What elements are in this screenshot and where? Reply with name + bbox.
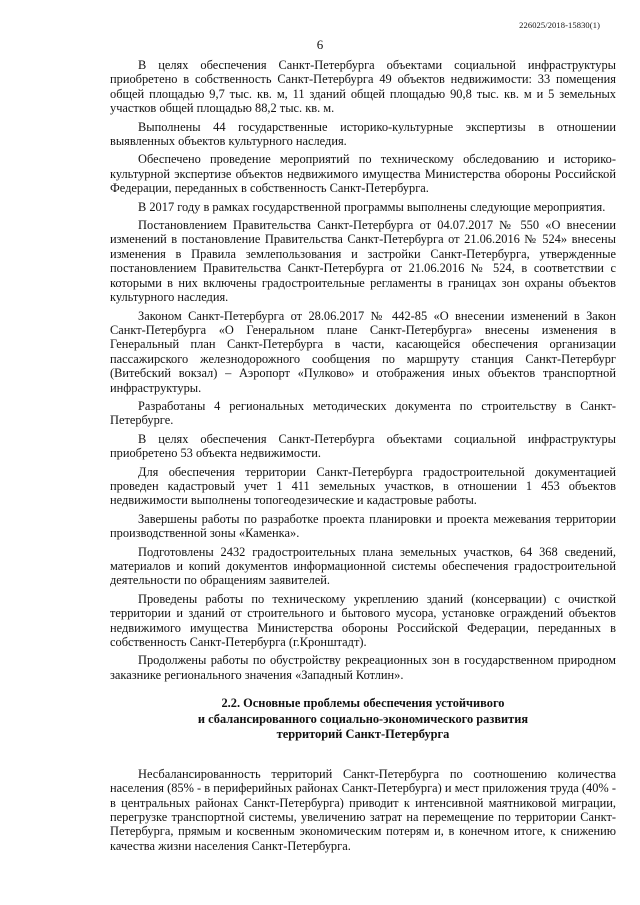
paragraph: Разработаны 4 региональных методических документа по строительству в Санкт-Петербурге. [110,398,616,428]
paragraph: Выполнены 44 государственные историко-культурные экспертизы в отношении выявленных объектов культурного наследия. [110,119,616,149]
section-heading-line: территорий Санкт-Петербурга [276,727,450,742]
section-heading-line: и сбалансированного социально-экономического развития [197,711,529,726]
paragraph: Завершены работы по разработке проекта планировки и проекта межевания территории производственной зоны «Каменка». [110,511,616,541]
section-body [110,767,616,853]
paragraph: Проведены работы по техническому укреплению зданий (консервации) с очисткой территории и зданий от строительного и бытового мусора, установке ограждений объектов недвижимого имущества Министерства обороны Российской Федерации, переданных в собственность Санкт-Петербурга (г.Кронштадт). [110,591,616,650]
section-heading [110,696,616,743]
document-body [110,58,616,857]
paragraph: В 2017 году в рамках государственной программы выполнены следующие мероприятия. [138,199,606,214]
section-heading-line: 2.2. Основные проблемы обеспечения устойчивого [221,696,505,711]
paragraph: Законом Санкт-Петербурга от 28.06.2017 № 442-85 «О внесении изменений в Закон Санкт-Петербурга «О Генеральном плане Санкт-Петербурга» внесены изменения в Генеральный план Санкт-Петербурга в части, касающейся обеспечения организации пассажирского железнодорожного сообщения по маршруту станция Санкт-Петербург (Витебский вокзал) – Аэропорт «Пулково» и отображения иных объектов транспортной инфраструктуры. [110,308,616,395]
paragraph: В целях обеспечения Санкт-Петербурга объектами социальной инфраструктуры приобретено в собственность Санкт-Петербурга 49 объектов недвижимости: 33 помещения общей площадью 9,7 тыс. кв. м, 11 зданий общей площадью 90,8 тыс. кв. м и 5 земельных участков общей площадью 88,2 тыс. кв. м. [110,58,616,116]
paragraph: Для обеспечения территории Санкт-Петербурга градостроительной документацией проведен кадастровый учет 1 411 земельных участков, в отношении 1 453 объектов недвижимости выполнены топогеодезические и кадастровые работы. [110,464,616,508]
paragraph: Постановлением Правительства Санкт-Петербурга от 04.07.2017 № 550 «О внесении изменений в постановление Правительства Санкт-Петербурга от 21.06.2016 № 524» внесены изменения в Правила землепользования и застройки Санкт-Петербурга, утвержденные постановлением Правительства Санкт-Петербурга от 21.06.2016 № 524, в соответствии с которыми в них включены градостроительные регламенты в границах зон охраны объектов культурного наследия. [110,218,616,305]
paragraph: Несбалансированность территорий Санкт-Петербурга по соотношению количества населения (85% - в периферийных районах Санкт-Петербурга) и мест приложения труда (40% - в центральных районах Санкт-Петербурга) приводит к интенсивной маятниковой миграции, перегрузке транспортной системы, увеличению затрат на перемещение по территории Санкт-Петербурга, прямым и косвенным экономическим потерям и, в конечном итоге, к снижению качества жизни населения Санкт-Петербурга. [110,766,616,853]
paragraph: Обеспечено проведение мероприятий по техническому обследованию и историко-культурной экспертизе объектов недвижимого имущества Министерства обороны Российской Федерации, переданных в собственность Санкт-Петербурга. [110,152,616,196]
paragraph: В целях обеспечения Санкт-Петербурга объектами социальной инфраструктуры приобретено 53 объекта недвижимости. [110,431,616,461]
page-number: 6 [316,37,324,52]
paragraph: Подготовлены 2432 градостроительных плана земельных участков, 64 368 сведений, материалов и копий документов информационной системы обеспечения градостроительной деятельности по обращениям заявителей. [110,544,616,588]
document-id: 226025/2018-15830(1) [519,20,600,30]
paragraph: Продолжены работы по обустройству рекреационных зон в государственном природном заказнике регионального значения «Западный Котлин». [110,653,616,682]
